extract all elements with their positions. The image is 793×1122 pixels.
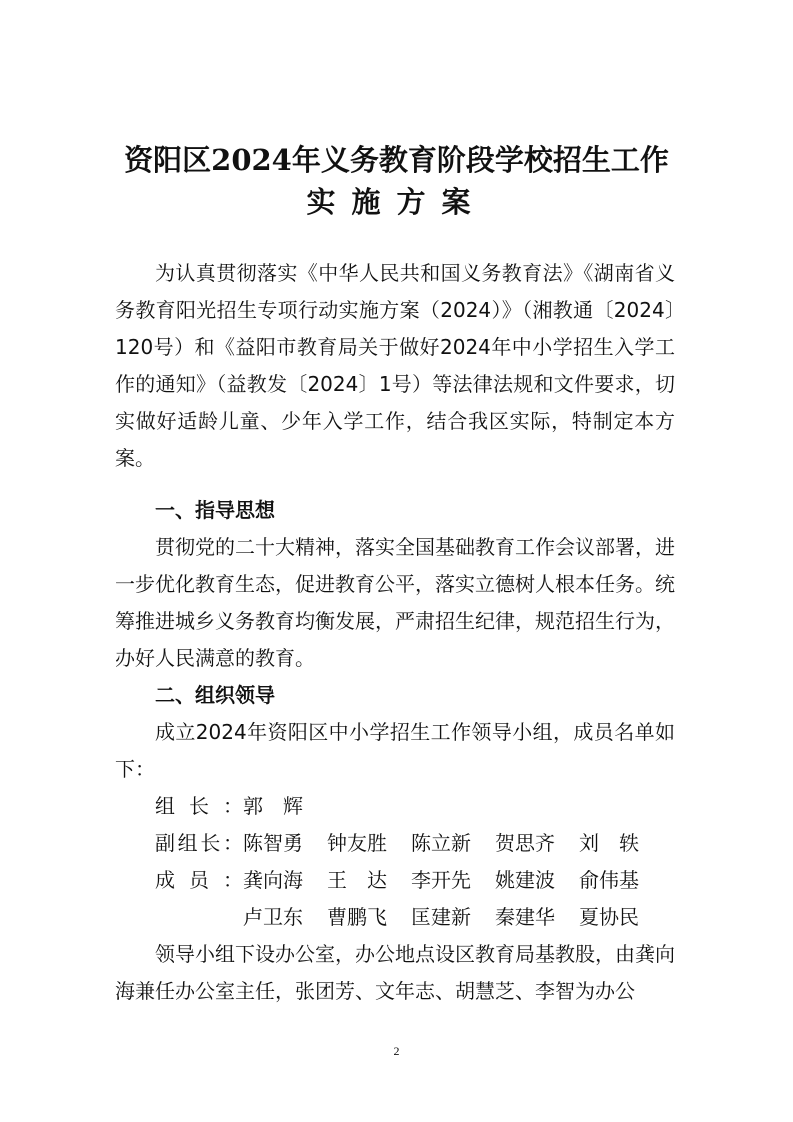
intro-paragraph	[115, 255, 675, 477]
member-row-2	[155, 899, 663, 936]
member-name: 俞伟基	[579, 868, 639, 892]
document-title-line-2: 实施方案	[306, 185, 487, 219]
member-role: 成员：	[155, 868, 243, 892]
deputy-row	[155, 825, 663, 862]
section-1-heading: 一、指导思想	[155, 498, 275, 522]
deputy-name: 刘 轶	[579, 831, 639, 855]
deputy-name: 陈立新	[411, 831, 471, 855]
section-2-heading: 二、组织领导	[155, 683, 275, 707]
page-number: 2	[393, 1044, 400, 1058]
member-name: 王 达	[327, 868, 387, 892]
member-name: 李开先	[411, 868, 471, 892]
deputy-name: 贺思齐	[495, 831, 555, 855]
member-name: 曹鹏飞	[327, 905, 387, 929]
section-2-intro-text: 成立2024年资阳区中小学招生工作领导小组，成员名单如下：	[115, 720, 675, 781]
member-name: 秦建华	[495, 905, 555, 929]
section-2-intro-paragraph	[115, 714, 675, 788]
office-text: 领导小组下设办公室，办公地点设区教育局基教股，由龚向海兼任办公室主任，张团芳、文年志、胡慧芝、李智为办公	[115, 942, 675, 1003]
section-1-text: 贯彻党的二十大精神，落实全国基础教育工作会议部署，进一步优化教育生态，促进教育公平，落实立德树人根本任务。统筹推进城乡义务教育均衡发展，严肃招生纪律，规范招生行为，办好人民满意的教育。	[115, 535, 675, 670]
deputy-role: 副组长：	[155, 831, 243, 855]
document-title-line-1: 资阳区2024年义务教育阶段学校招生工作	[124, 143, 669, 177]
member-name: 匡建新	[411, 905, 471, 929]
leader-name: 郭 辉	[243, 794, 303, 818]
intro-text: 为认真贯彻落实《中华人民共和国义务教育法》《湖南省义务教育阳光招生专项行动实施方案（2024）》（湘教通〔2024〕120号）和《益阳市教育局关于做好2024年中小学招生入学工作的通知》（益教发〔2024〕1号）等法律法规和文件要求，切实做好适龄儿童、少年入学工作，结合我区实际，特制定本方案。	[115, 261, 675, 470]
member-name: 卢卫东	[243, 905, 303, 929]
leader-role: 组长：	[155, 794, 243, 818]
deputy-name: 陈智勇	[243, 831, 303, 855]
office-paragraph	[115, 936, 675, 1010]
member-name: 夏协民	[579, 905, 639, 929]
member-row-1	[155, 862, 663, 899]
leader-row	[155, 788, 327, 825]
deputy-name: 钟友胜	[327, 831, 387, 855]
member-name: 龚向海	[243, 868, 303, 892]
member-name: 姚建波	[495, 868, 555, 892]
section-1-paragraph	[115, 529, 675, 677]
